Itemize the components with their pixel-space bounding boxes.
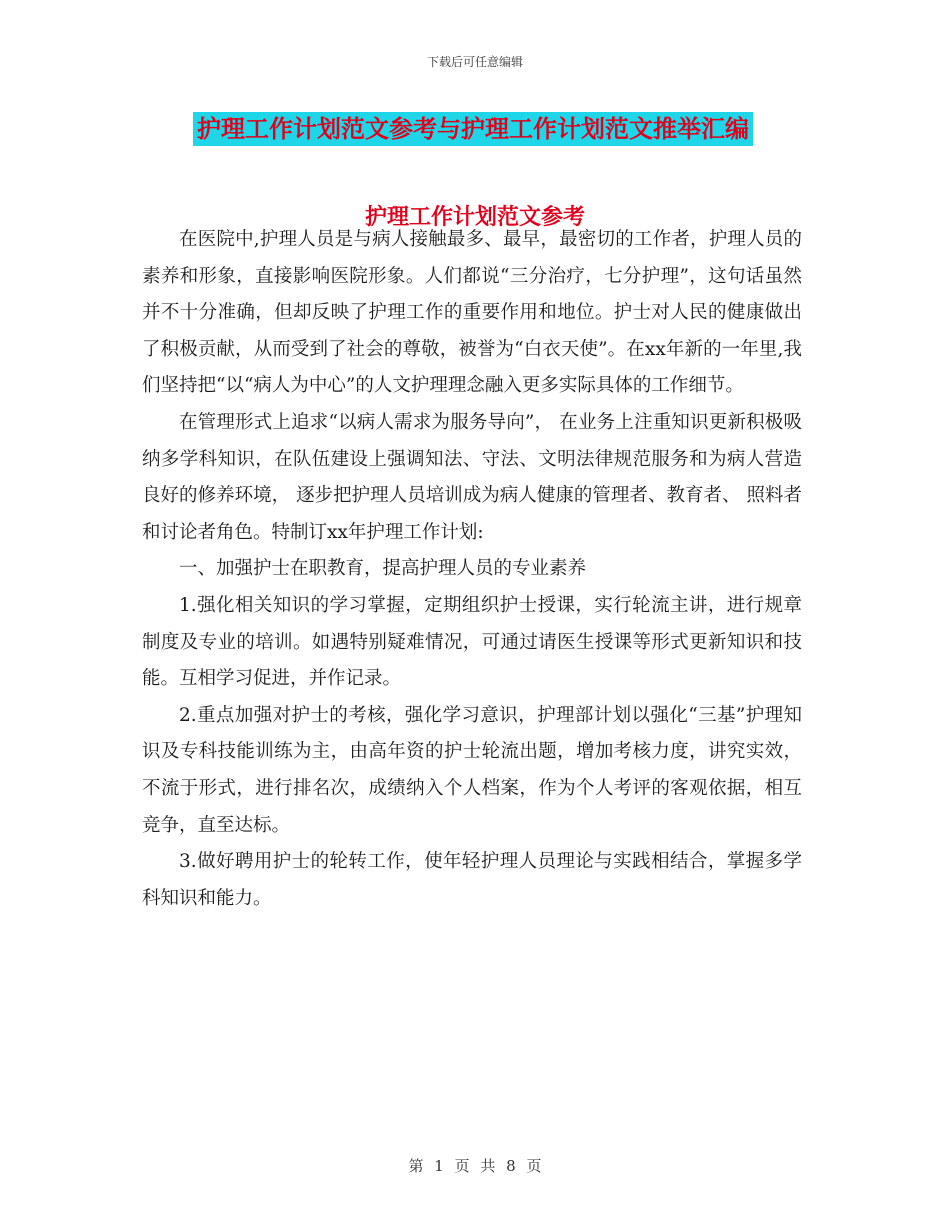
section-heading-1: 一、加强护士在职教育，提高护理人员的专业素养	[179, 558, 587, 580]
paragraph-management: 在管理形式上追求“以病人需求为服务导向”， 在业务上注重知识更新积极吸纳多学科知识，在队伍建设上强调知法、守法、文明法律规范服务和为病人营造良好的修养环境， 逐步把护理人员培训成为病人健康的管理者、教育者、 照料者和讨论者角色。特制订xx年护理工作计划:	[142, 411, 802, 543]
body-text	[142, 222, 802, 917]
paragraph-intro: 在医院中,护理人员是与病人接触最多、最早，最密切的工作者，护理人员的素养和形象，直接影响医院形象。人们都说“三分治疗，七分护理”，这句话虽然并不十分准确，但却反映了护理工作的重要作用和地位。护士对人民的健康做出了积极贡献，从而受到了社会的尊敬，被誉为“白衣天使”。在xx年新的一年里,我们坚持把“以“病人为中心”的人文护理理念融入更多实际具体的工作细节。	[142, 229, 802, 397]
section-title: 护理工作计划范文参考	[364, 204, 585, 230]
paragraph-item-2: 2.重点加强对护士的考核，强化学习意识，护理部计划以强化“三基”护理知识及专科技能训练为主，由高年资的护士轮流出题，增加考核力度，讲究实效，不流于形式，进行排名次，成绩纳入个人档案，作为个人考评的客观依据，相互竞争，直至达标。	[142, 704, 802, 836]
paragraph-item-1: 1.强化相关知识的学习掌握，定期组织护士授课，实行轮流主讲，进行规章制度及专业的培训。如遇特别疑难情况，可通过请医生授课等形式更新知识和技能。互相学习促进，并作记录。	[142, 594, 802, 690]
header-note: 下载后可任意编辑	[426, 55, 523, 69]
paragraph-item-3: 3.做好聘用护士的轮转工作，使年轻护理人员理论与实践相结合，掌握多学科知识和能力。	[142, 851, 802, 909]
page-number: 第 1 页 共 8 页	[408, 1157, 542, 1175]
document-title: 护理工作计划范文参考与护理工作计划范文推举汇编	[193, 112, 753, 146]
